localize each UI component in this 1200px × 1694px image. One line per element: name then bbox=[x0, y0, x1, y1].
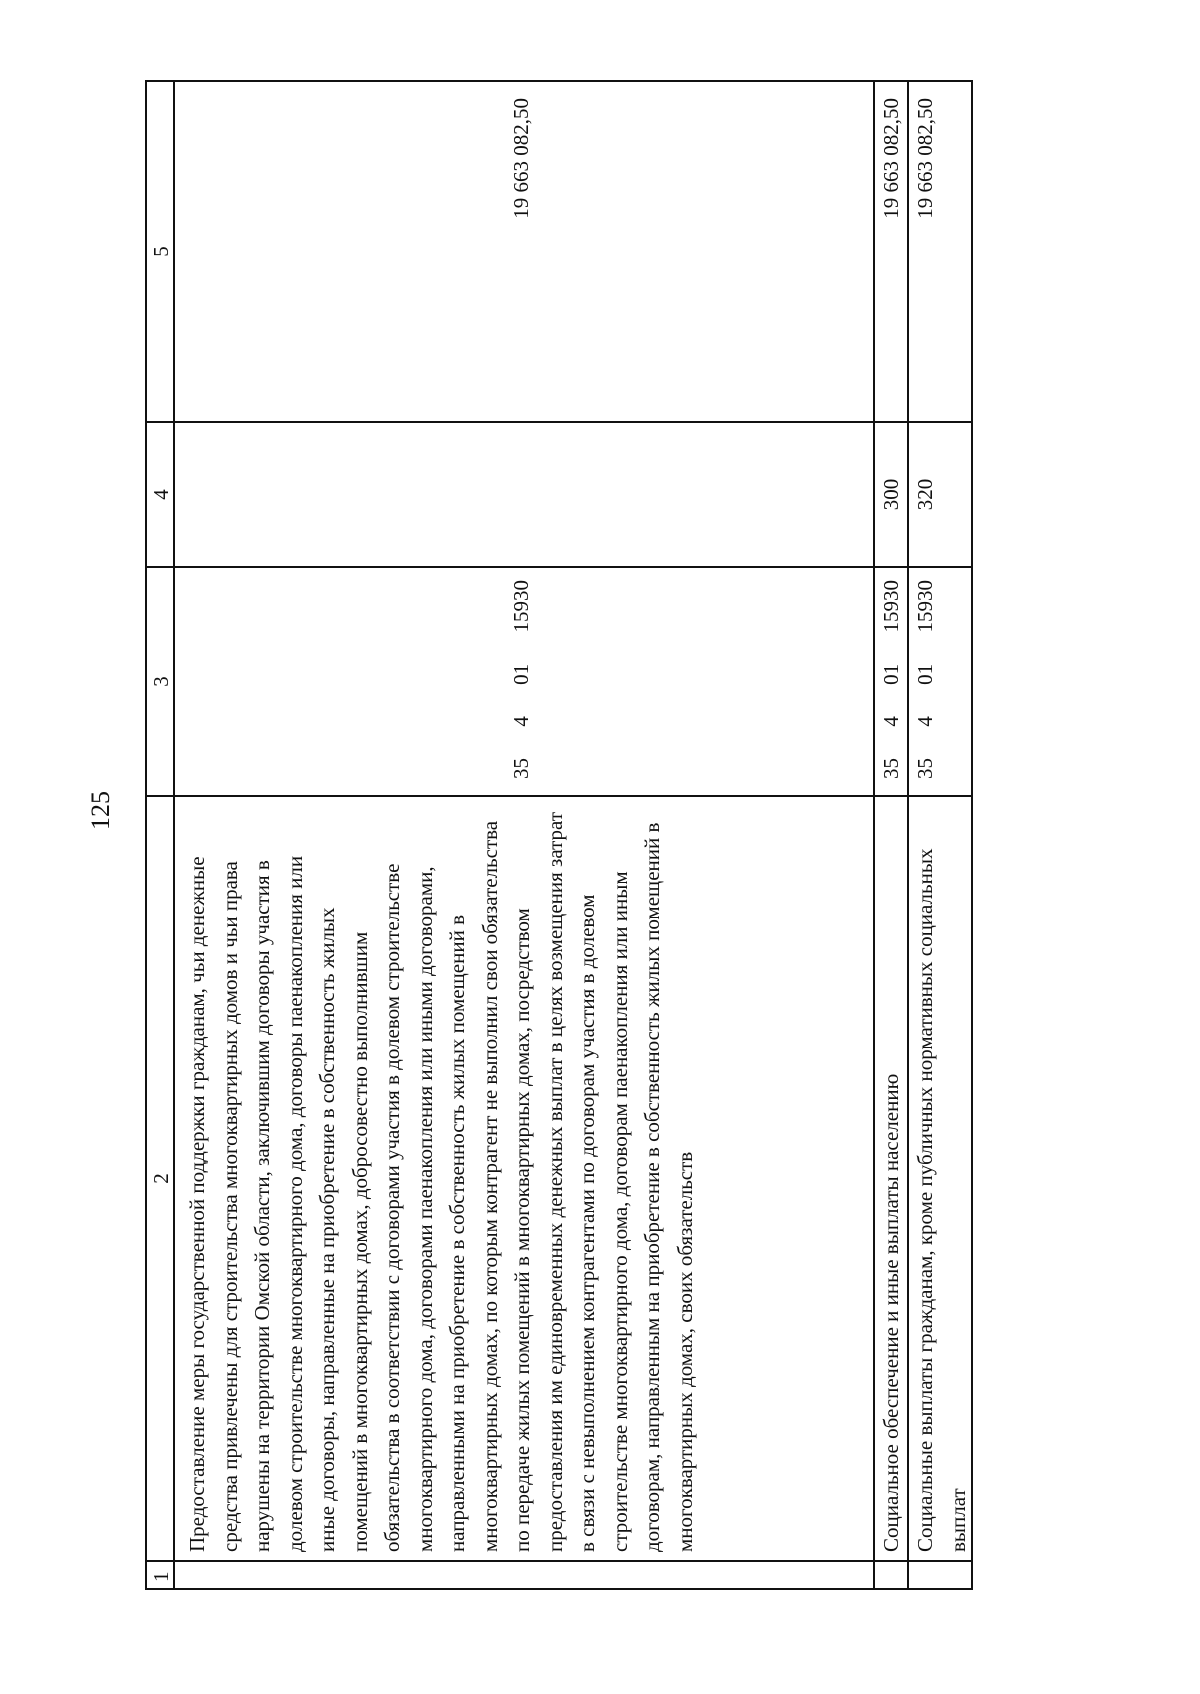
row-number-cell bbox=[173, 1562, 873, 1590]
code-part: 35 bbox=[879, 758, 903, 779]
description-cell: Предоставление меры государственной поддержки гражданам, чьи денежные средства привлечены для строительства многоквартирных домов и чьи права нарушены на территории Омской области, заключившим договоры участия в долевом строительстве многоквартирного дома, договоры паенакопления или иные договоры, направленные на приобретение в собственность жилых помещений в многоквартирных домах, добросовестно выполнившим обязательства в соответствии с договорами участия в долевом строительстве многоквартирного дома, договорами паенакопления или иными договорами, направленными на приобретение в собственность жилых помещений в многоквартирных домах, по которым контрагент не выполнил свои обязательства по передаче жилых помещений в многоквартирных домах, посредством предоставления им единовременных денежных выплат в целях возмещения затрат в связи с невыполнением контрагентами по договорам участия в долевом строительстве многоквартирного дома, договорам паенакопления или иным договорам, направленным на приобретение в собственность жилых помещений в многоквартирных домах, своих обязательств bbox=[173, 797, 873, 1562]
type-cell: 300 bbox=[873, 423, 907, 568]
header-col-2: 2 bbox=[145, 797, 173, 1562]
budget-table bbox=[145, 80, 973, 1590]
description-cell: Социальное обеспечение и иные выплаты населению bbox=[873, 797, 907, 1562]
header-col-3: 3 bbox=[145, 568, 173, 797]
code-part: 15930 bbox=[879, 580, 903, 633]
code-part: 4 bbox=[509, 716, 533, 727]
type-cell: 320 bbox=[907, 423, 973, 568]
amount-cell: 19 663 082,50 bbox=[907, 80, 973, 423]
code-part: 4 bbox=[879, 716, 903, 727]
code-part: 35 bbox=[509, 758, 533, 779]
code-part: 15930 bbox=[509, 580, 533, 633]
page-number: 125 bbox=[86, 791, 115, 830]
row-number-cell bbox=[907, 1562, 973, 1590]
header-col-5: 5 bbox=[145, 80, 173, 423]
table-row bbox=[907, 80, 973, 1590]
description-cell: Социальные выплаты гражданам, кроме публичных нормативных социальных выплат bbox=[907, 797, 973, 1562]
code-part: 01 bbox=[509, 663, 533, 685]
code-part: 35 bbox=[913, 758, 937, 779]
table-row bbox=[173, 80, 873, 1590]
type-cell bbox=[173, 423, 873, 568]
header-col-1: 1 bbox=[145, 1562, 173, 1590]
amount-cell: 19 663 082,50 bbox=[873, 80, 907, 423]
amount-value: 19 663 082,50 bbox=[509, 98, 533, 219]
header-row bbox=[145, 80, 173, 1590]
amount-cell bbox=[173, 80, 873, 423]
code-cell bbox=[873, 568, 907, 797]
row-number-cell bbox=[873, 1562, 907, 1590]
code-part: 15930 bbox=[913, 580, 937, 633]
code-part: 01 bbox=[913, 663, 937, 685]
header-col-4: 4 bbox=[145, 423, 173, 568]
code-part: 4 bbox=[913, 716, 937, 727]
code-part: 01 bbox=[879, 663, 903, 685]
code-cell bbox=[907, 568, 973, 797]
table-row bbox=[873, 80, 907, 1590]
code-cell bbox=[173, 568, 873, 797]
